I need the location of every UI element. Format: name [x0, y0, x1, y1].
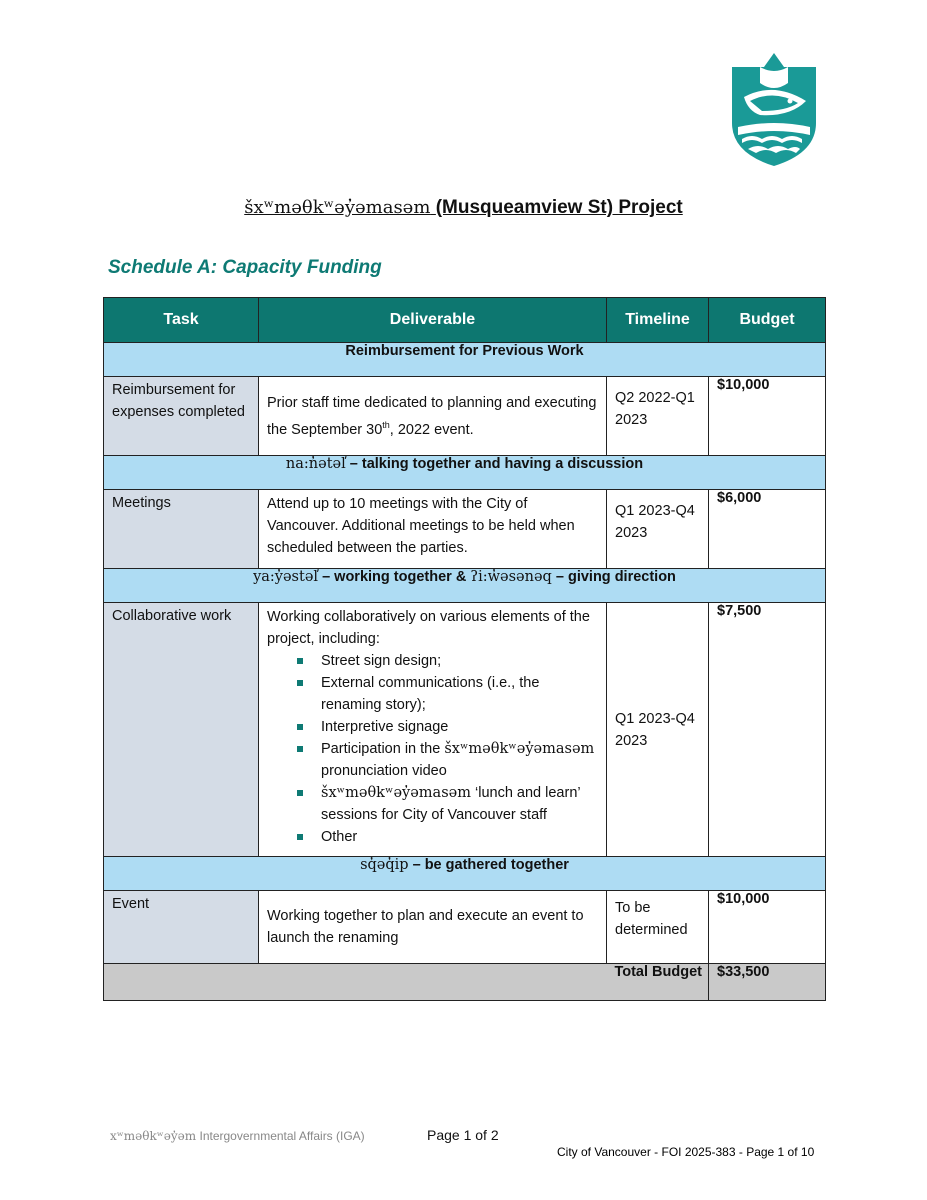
table-row: [104, 377, 826, 456]
title-rest: (Musqueamview St) Project: [435, 197, 683, 218]
footer-org: [110, 1129, 365, 1143]
list-item: Interpretive signage: [294, 716, 598, 738]
document-title: [0, 197, 927, 219]
budget-cell: $7,500: [709, 603, 826, 857]
section-heading-text: – be gathered together: [412, 857, 569, 873]
section-heading-text: – giving direction: [555, 569, 676, 585]
budget-cell: $10,000: [709, 891, 826, 964]
total-label: Total Budget: [104, 964, 709, 1001]
list-item: Participation in the šxʷməθkʷəy̓əmasəm pronunciation video: [294, 738, 598, 782]
header-timeline: Timeline: [607, 298, 709, 343]
section-heading-text: Reimbursement for Previous Work: [345, 343, 584, 359]
budget-cell: $10,000: [709, 377, 826, 456]
deliverable-cell: Working together to plan and execute an event to launch the renaming: [259, 891, 607, 964]
total-value: $33,500: [709, 964, 826, 1001]
table-header-row: [104, 298, 826, 343]
section-heading-ipa: ʔi:w̓əsənəq: [470, 569, 552, 585]
timeline-cell: To be determined: [607, 891, 709, 964]
deliverable-cell: [259, 603, 607, 857]
total-row: [104, 964, 826, 1001]
section-heading-text: – working together &: [322, 569, 467, 585]
section-heading-row: [104, 857, 826, 891]
foi-stamp: City of Vancouver - FOI 2025-383 - Page 1 of 10: [557, 1145, 815, 1159]
timeline-cell: Q1 2023-Q4 2023: [607, 490, 709, 569]
timeline-cell: Q1 2023-Q4 2023: [607, 603, 709, 857]
header-task: Task: [104, 298, 259, 343]
section-heading: [104, 569, 826, 603]
section-heading: [104, 857, 826, 891]
section-heading-row: [104, 569, 826, 603]
header-deliverable: Deliverable: [259, 298, 607, 343]
section-heading-row: [104, 343, 826, 377]
section-heading-row: [104, 456, 826, 490]
deliverable-cell: Attend up to 10 meetings with the City of Vancouver. Additional meetings to be held when scheduled between the parties.: [259, 490, 607, 569]
title-ipa: šxʷməθkʷəy̓əmasəm: [244, 197, 431, 218]
task-cell: Meetings: [104, 490, 259, 569]
task-cell: Reimbursement for expenses completed: [104, 377, 259, 456]
section-heading-ipa: sq̓əq̓ip: [360, 857, 409, 873]
deliverable-intro: Working collaboratively on various elements of the project, including:: [267, 609, 590, 647]
section-heading: [104, 343, 826, 377]
footer-org-text: Intergovernmental Affairs (IGA): [199, 1129, 365, 1143]
table-row: [104, 603, 826, 857]
table-row: [104, 891, 826, 964]
musqueam-logo: [730, 53, 818, 166]
list-item: Street sign design;: [294, 650, 598, 672]
task-cell: Event: [104, 891, 259, 964]
deliverable-bullet-list: [267, 650, 598, 848]
section-heading-ipa: ya:y̓əstəl̕: [253, 569, 319, 585]
table-row: [104, 490, 826, 569]
capacity-funding-table: [103, 297, 826, 1001]
list-item: šxʷməθkʷəy̓əmasəm ‘lunch and learn’ sessions for City of Vancouver staff: [294, 782, 598, 826]
footer-page-number: Page 1 of 2: [427, 1127, 499, 1143]
section-heading-ipa: na:n̓ətəl̕: [285, 456, 346, 472]
schedule-heading: Schedule A: Capacity Funding: [108, 257, 382, 278]
task-cell: Collaborative work: [104, 603, 259, 857]
section-heading: [104, 456, 826, 490]
footer-org-ipa: xʷməθkʷəy̓əm: [110, 1129, 197, 1143]
deliverable-cell: Prior staff time dedicated to planning and executing the September 30th, 2022 event.: [259, 377, 607, 456]
list-item: Other: [294, 826, 598, 848]
header-budget: Budget: [709, 298, 826, 343]
section-heading-text: – talking together and having a discussion: [349, 456, 644, 472]
timeline-cell: Q2 2022-Q1 2023: [607, 377, 709, 456]
list-item: External communications (i.e., the renaming story);: [294, 672, 598, 716]
budget-cell: $6,000: [709, 490, 826, 569]
